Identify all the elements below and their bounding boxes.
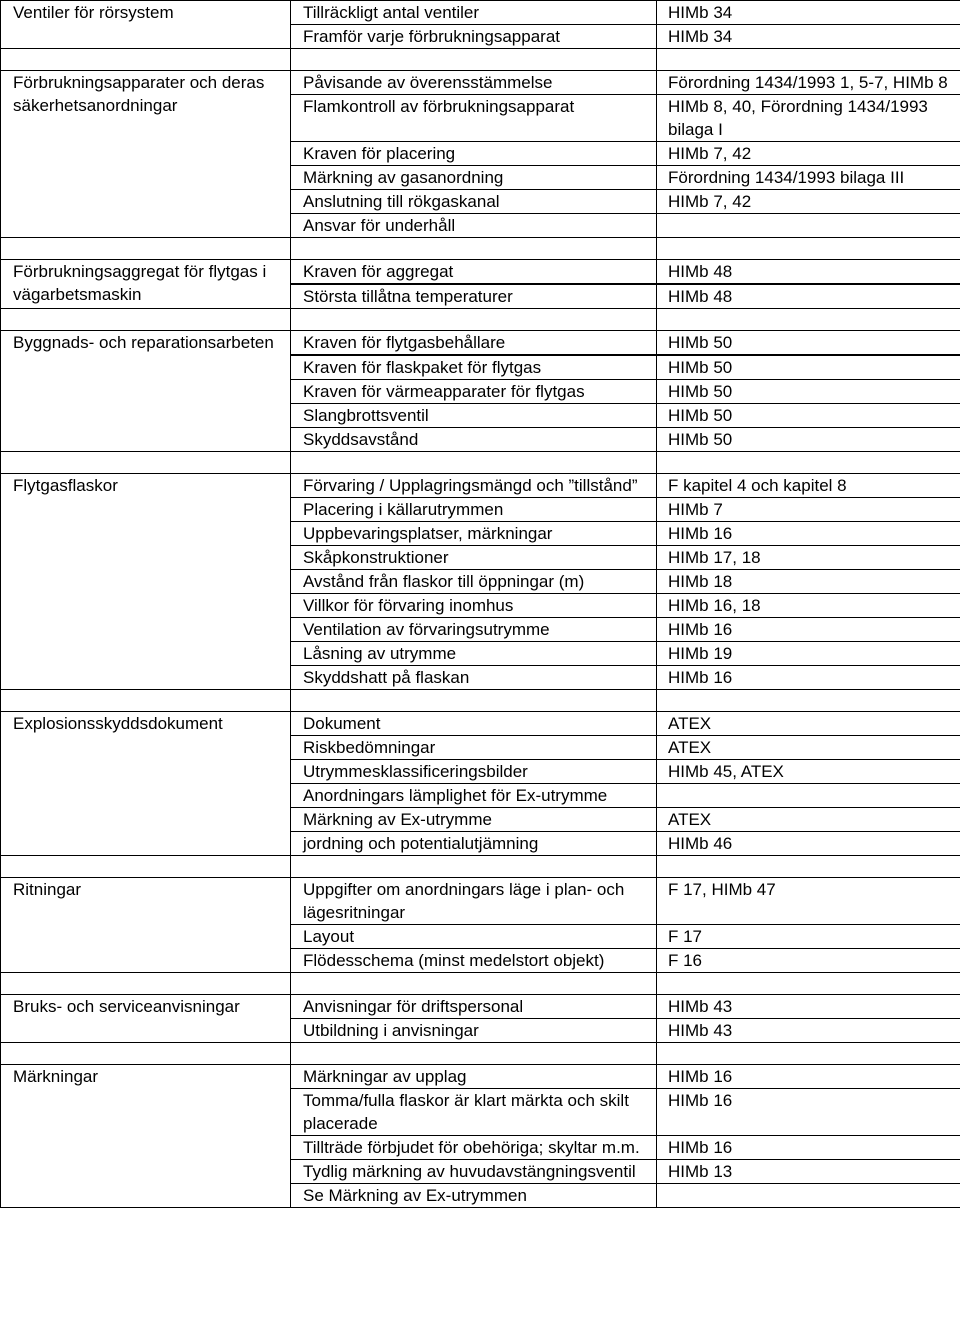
- reference-cell: ATEX: [657, 712, 960, 736]
- reference-cell: HIMb 50: [657, 428, 960, 452]
- reference-cell: HIMb 19: [657, 642, 960, 666]
- reference-cell: F 17, HIMb 47: [657, 878, 960, 925]
- reference-cell: HIMb 8, 40, Förordning 1434/1993 bilaga I: [657, 95, 960, 142]
- reference-cell: HIMb 7, 42: [657, 142, 960, 166]
- spacer-cell: [291, 973, 657, 995]
- reference-cell: HIMb 34: [657, 1, 960, 25]
- reference-cell: HIMb 16: [657, 1136, 960, 1160]
- requirement-cell: Skåpkonstruktioner: [291, 546, 657, 570]
- section-label: Märkningar: [1, 1065, 291, 1208]
- reference-cell: HIMb 7: [657, 498, 960, 522]
- spacer-cell: [291, 238, 657, 260]
- reference-cell: [657, 214, 960, 238]
- spacer-cell: [291, 1043, 657, 1065]
- requirement-cell: Ventilation av förvaringsutrymme: [291, 618, 657, 642]
- requirement-cell: Märkning av gasanordning: [291, 166, 657, 190]
- reference-cell: HIMb 48: [657, 285, 960, 309]
- table-body: [1, 1, 960, 1208]
- requirement-cell: Utbildning i anvisningar: [291, 1019, 657, 1043]
- spacer-cell: [657, 49, 960, 71]
- section-spacer-row: [1, 973, 960, 995]
- section-spacer-row: [1, 856, 960, 878]
- requirement-cell: Flamkontroll av förbrukningsapparat: [291, 95, 657, 142]
- section-spacer-row: [1, 690, 960, 712]
- requirement-cell: Tillräckligt antal ventiler: [291, 1, 657, 25]
- section-label: Bruks- och serviceanvisningar: [1, 995, 291, 1043]
- reference-cell: Förordning 1434/1993 bilaga III: [657, 166, 960, 190]
- requirement-cell: Kraven för värmeapparater för flytgas: [291, 380, 657, 404]
- spacer-cell: [291, 690, 657, 712]
- section-label: Explosionsskyddsdokument: [1, 712, 291, 856]
- requirement-cell: Framför varje förbrukningsapparat: [291, 25, 657, 49]
- requirement-cell: Kraven för placering: [291, 142, 657, 166]
- requirement-cell: Förvaring / Upplagringsmängd och ”tillstånd”: [291, 474, 657, 498]
- requirement-cell: Skyddsavstånd: [291, 428, 657, 452]
- requirement-cell: Kraven för flytgasbehållare: [291, 331, 657, 355]
- reference-cell: HIMb 50: [657, 380, 960, 404]
- reference-cell: F 16: [657, 949, 960, 973]
- section-spacer-row: [1, 452, 960, 474]
- reference-cell: HIMb 16, 18: [657, 594, 960, 618]
- requirement-cell: Kraven för aggregat: [291, 260, 657, 284]
- requirement-cell: Uppbevaringsplatser, märkningar: [291, 522, 657, 546]
- reference-cell: HIMb 7, 42: [657, 190, 960, 214]
- table-row: [1, 71, 960, 95]
- requirement-cell: Låsning av utrymme: [291, 642, 657, 666]
- reference-cell: HIMb 50: [657, 404, 960, 428]
- spacer-cell: [291, 49, 657, 71]
- spacer-cell: [657, 856, 960, 878]
- requirement-cell: Skyddshatt på flaskan: [291, 666, 657, 690]
- table-row: [1, 1065, 960, 1089]
- section-spacer-row: [1, 238, 960, 260]
- requirement-cell: Avstånd från flaskor till öppningar (m): [291, 570, 657, 594]
- reference-cell: HIMb 45, ATEX: [657, 760, 960, 784]
- requirement-cell: Se Märkning av Ex-utrymmen: [291, 1184, 657, 1208]
- spacer-cell: [291, 856, 657, 878]
- reference-cell: HIMb 16: [657, 618, 960, 642]
- table-row: [1, 712, 960, 736]
- spacer-cell: [657, 1043, 960, 1065]
- spacer-cell: [1, 452, 291, 474]
- requirement-cell: Märkning av Ex-utrymme: [291, 808, 657, 832]
- requirement-cell: Tillträde förbjudet för obehöriga; skyltar m.m.: [291, 1136, 657, 1160]
- requirement-cell: Ansvar för underhåll: [291, 214, 657, 238]
- spacer-cell: [1, 1043, 291, 1065]
- reference-cell: [657, 1184, 960, 1208]
- requirement-cell: Påvisande av överensstämmelse: [291, 71, 657, 95]
- section-label: Ritningar: [1, 878, 291, 973]
- spacer-cell: [1, 690, 291, 712]
- reference-cell: [657, 784, 960, 808]
- requirement-cell: Anvisningar för driftspersonal: [291, 995, 657, 1019]
- table-row: [1, 331, 960, 355]
- table-row: [1, 995, 960, 1019]
- spacer-cell: [1, 973, 291, 995]
- section-spacer-row: [1, 49, 960, 71]
- reference-cell: Förordning 1434/1993 1, 5-7, HIMb 8: [657, 71, 960, 95]
- reference-cell: HIMb 46: [657, 832, 960, 856]
- reference-cell: HIMb 50: [657, 356, 960, 380]
- requirement-cell: Uppgifter om anordningars läge i plan- och lägesritningar: [291, 878, 657, 925]
- spacer-cell: [291, 452, 657, 474]
- spacer-cell: [1, 309, 291, 331]
- requirement-cell: Villkor för förvaring inomhus: [291, 594, 657, 618]
- table-row: [1, 878, 960, 925]
- requirement-cell: Utrymmesklassificeringsbilder: [291, 760, 657, 784]
- spacer-cell: [657, 452, 960, 474]
- requirement-cell: Anordningars lämplighet för Ex-utrymme: [291, 784, 657, 808]
- requirement-cell: jordning och potentialutjämning: [291, 832, 657, 856]
- reference-cell: F kapitel 4 och kapitel 8: [657, 474, 960, 498]
- section-label: Flytgasflaskor: [1, 474, 291, 690]
- reference-cell: ATEX: [657, 736, 960, 760]
- reference-cell: HIMb 16: [657, 1089, 960, 1136]
- spacer-cell: [657, 238, 960, 260]
- spacer-cell: [1, 856, 291, 878]
- reference-cell: HIMb 34: [657, 25, 960, 49]
- section-label: Ventiler för rörsystem: [1, 1, 291, 49]
- requirement-cell: Tomma/fulla flaskor är klart märkta och skilt placerade: [291, 1089, 657, 1136]
- reference-cell: F 17: [657, 925, 960, 949]
- requirement-cell: Riskbedömningar: [291, 736, 657, 760]
- requirement-cell: Anslutning till rökgaskanal: [291, 190, 657, 214]
- section-label: Förbrukningsaggregat för flytgas i vägarbetsmaskin: [1, 260, 291, 309]
- requirement-cell: Märkningar av upplag: [291, 1065, 657, 1089]
- section-spacer-row: [1, 309, 960, 331]
- reference-cell: HIMb 17, 18: [657, 546, 960, 570]
- table-row: [1, 1, 960, 25]
- spacer-cell: [657, 690, 960, 712]
- reference-cell: HIMb 16: [657, 666, 960, 690]
- table-row: [1, 474, 960, 498]
- spacer-cell: [657, 973, 960, 995]
- reference-cell: HIMb 48: [657, 260, 960, 284]
- reference-cell: HIMb 16: [657, 522, 960, 546]
- table-row: [1, 260, 960, 284]
- reference-cell: HIMb 16: [657, 1065, 960, 1089]
- spacer-cell: [657, 309, 960, 331]
- requirement-cell: Dokument: [291, 712, 657, 736]
- requirement-cell: Flödesschema (minst medelstort objekt): [291, 949, 657, 973]
- reference-cell: HIMb 50: [657, 331, 960, 355]
- reference-cell: HIMb 43: [657, 1019, 960, 1043]
- requirement-cell: Placering i källarutrymmen: [291, 498, 657, 522]
- requirement-cell: Tydlig märkning av huvudavstängningsventil: [291, 1160, 657, 1184]
- requirement-cell: Största tillåtna temperaturer: [291, 285, 657, 309]
- section-spacer-row: [1, 1043, 960, 1065]
- reference-cell: HIMb 18: [657, 570, 960, 594]
- section-label: Förbrukningsapparater och deras säkerhetsanordningar: [1, 71, 291, 238]
- requirement-cell: Layout: [291, 925, 657, 949]
- reference-cell: HIMb 13: [657, 1160, 960, 1184]
- requirement-cell: Slangbrottsventil: [291, 404, 657, 428]
- spacer-cell: [1, 238, 291, 260]
- requirement-cell: Kraven för flaskpaket för flytgas: [291, 356, 657, 380]
- section-label: Byggnads- och reparationsarbeten: [1, 331, 291, 452]
- spacer-cell: [291, 309, 657, 331]
- reference-cell: ATEX: [657, 808, 960, 832]
- spacer-cell: [1, 49, 291, 71]
- reference-cell: HIMb 43: [657, 995, 960, 1019]
